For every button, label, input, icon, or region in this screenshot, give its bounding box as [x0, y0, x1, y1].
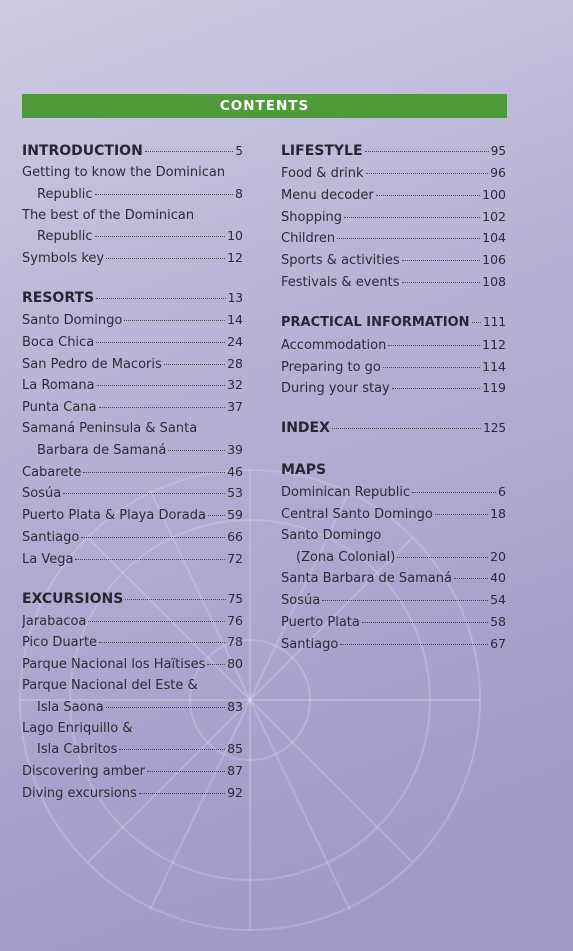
toc-entry-line[interactable]: Samaná Peninsula & Santa — [22, 420, 198, 436]
toc-heading-resorts[interactable] — [22, 287, 243, 309]
entry-label: Santo Domingo — [22, 312, 123, 328]
toc-entry-line[interactable]: Santo Domingo — [281, 527, 382, 543]
page-number: 46 — [227, 463, 243, 479]
toc-entry[interactable] — [22, 332, 243, 354]
leader-dots — [362, 622, 488, 623]
toc-heading-maps[interactable] — [281, 459, 506, 481]
toc-entry[interactable] — [22, 248, 243, 270]
page-number: 6 — [498, 484, 506, 500]
heading-label: INTRODUCTION — [22, 143, 143, 159]
leader-dots — [75, 559, 225, 560]
entry-label: Santa Barbara de Samaná — [281, 571, 452, 587]
page-number: 78 — [227, 634, 243, 650]
page-number: 104 — [482, 230, 506, 246]
heading-label: INDEX — [281, 420, 330, 437]
leader-dots — [125, 599, 225, 600]
toc-entry[interactable] — [22, 397, 243, 419]
toc-entry[interactable] — [22, 697, 243, 719]
toc-entry[interactable] — [281, 272, 506, 294]
toc-entry[interactable] — [281, 207, 506, 229]
page-number: 58 — [490, 613, 506, 629]
entry-label: Puerto Plata — [281, 614, 360, 630]
page-number: 12 — [227, 250, 243, 266]
toc-entry[interactable] — [22, 632, 243, 654]
entry-label: Symbols key — [22, 251, 105, 267]
toc-heading-index[interactable] — [281, 417, 506, 439]
page-number: 53 — [227, 485, 243, 501]
leader-dots — [95, 194, 233, 195]
page-number: 119 — [482, 380, 506, 396]
leader-dots — [99, 642, 225, 643]
toc-heading-practical-information[interactable] — [281, 311, 506, 334]
right-column — [281, 140, 506, 673]
leader-dots — [124, 320, 225, 321]
page-number: 92 — [227, 784, 243, 800]
page-number: 76 — [227, 612, 243, 628]
entry-label: Punta Cana — [22, 400, 97, 416]
entry-label: Boca Chica — [22, 334, 95, 350]
page-number: 28 — [227, 355, 243, 371]
toc-heading-excursions[interactable] — [22, 588, 243, 610]
leader-dots — [83, 472, 225, 473]
toc-entry[interactable] — [22, 527, 243, 549]
toc-entry[interactable] — [22, 761, 243, 783]
entry-label: Sports & activities — [281, 253, 400, 269]
heading-label: PRACTICAL INFORMATION — [281, 314, 470, 330]
leader-dots — [344, 217, 480, 218]
page-number: 75 — [227, 591, 243, 606]
section-maps — [281, 459, 506, 655]
toc-entry[interactable] — [281, 335, 506, 357]
entry-label: Central Santo Domingo — [281, 506, 433, 522]
toc-entry[interactable] — [281, 163, 506, 185]
leader-dots — [96, 342, 225, 343]
leader-dots — [145, 151, 234, 152]
page-number: 80 — [227, 656, 243, 672]
entry-label: During your stay — [281, 381, 390, 397]
page-number: 32 — [227, 377, 243, 393]
entry-label: Republic — [37, 186, 93, 202]
entry-label: Santiago — [22, 529, 80, 545]
toc-entry[interactable] — [281, 185, 506, 207]
page-number: 87 — [227, 763, 243, 779]
toc-entry[interactable] — [281, 634, 506, 656]
entry-label: Preparing to go — [281, 359, 381, 375]
page-number: 95 — [490, 144, 506, 158]
entry-label: Shopping — [281, 209, 343, 225]
page-number: 67 — [490, 635, 506, 651]
toc-entry[interactable] — [22, 483, 243, 505]
leader-dots — [99, 407, 226, 408]
entry-label: Cabarete — [22, 464, 82, 480]
toc-entry-line[interactable]: Getting to know the Dominican — [22, 165, 226, 180]
entry-label: Isla Cabritos — [37, 742, 118, 758]
leader-dots — [340, 644, 488, 645]
leader-dots — [207, 664, 225, 665]
toc-entry[interactable] — [22, 184, 243, 206]
leader-dots — [402, 282, 481, 283]
leader-dots — [88, 621, 225, 622]
entry-label: Jarabacoa — [22, 613, 87, 629]
entry-label: Festivals & events — [281, 274, 400, 290]
leader-dots — [106, 707, 225, 708]
toc-entry[interactable] — [22, 226, 243, 248]
page-number: 5 — [235, 144, 243, 158]
page-number: 106 — [482, 252, 506, 268]
page-number: 102 — [482, 208, 506, 224]
leader-dots — [388, 345, 480, 346]
toc-entry[interactable] — [22, 440, 243, 462]
entry-label: Discovering amber — [22, 764, 145, 780]
toc-entry-line[interactable]: The best of the Dominican — [22, 207, 195, 223]
page-number: 83 — [227, 698, 243, 714]
page-number: 8 — [235, 185, 243, 201]
leader-dots — [337, 238, 480, 239]
toc-entry[interactable] — [281, 547, 506, 569]
toc-entry[interactable] — [281, 250, 506, 272]
entry-label: Sosúa — [22, 486, 62, 502]
leader-dots — [139, 793, 225, 794]
leader-dots — [366, 173, 489, 174]
entry-label: (Zona Colonial) — [296, 549, 396, 565]
page-number: 18 — [490, 505, 506, 521]
entry-label: Barbara de Samaná — [37, 442, 167, 458]
page-number: 100 — [482, 186, 506, 202]
entry-label: Parque Nacional los Haïtises — [22, 657, 206, 673]
entry-label: Pico Duarte — [22, 635, 98, 651]
leader-dots — [332, 428, 481, 429]
page-number: 59 — [227, 507, 243, 523]
toc-entry[interactable] — [22, 462, 243, 484]
toc-entry[interactable] — [22, 375, 243, 397]
page-number: 54 — [490, 592, 506, 608]
page-number: 96 — [490, 165, 506, 180]
toc-heading-lifestyle[interactable] — [281, 140, 506, 162]
entry-label: Dominican Republic — [281, 485, 411, 501]
entry-label: Santiago — [281, 636, 339, 652]
toc-entry[interactable] — [22, 611, 243, 633]
leader-dots — [383, 367, 480, 368]
leader-dots — [435, 514, 488, 515]
leader-dots — [412, 492, 496, 493]
leader-dots — [96, 298, 226, 299]
page-number: 125 — [483, 421, 506, 436]
contents-banner: CONTENTS — [22, 94, 507, 118]
heading-label: RESORTS — [22, 289, 95, 306]
leader-dots — [63, 493, 225, 494]
toc-entry[interactable] — [22, 783, 243, 805]
page-number: 24 — [227, 333, 243, 349]
page-number: 14 — [227, 311, 243, 327]
page-number: 72 — [227, 550, 243, 566]
page-number: 114 — [482, 358, 506, 374]
toc-entry[interactable] — [281, 482, 506, 504]
section-introduction — [22, 140, 243, 270]
entry-label: Menu decoder — [281, 187, 374, 203]
page-number: 66 — [227, 528, 243, 544]
leader-dots — [376, 195, 480, 196]
toc-entry-line[interactable]: Lago Enriquillo & — [22, 720, 133, 736]
toc-entry[interactable] — [22, 654, 243, 676]
toc-heading-introduction[interactable] — [22, 140, 243, 162]
page-number: 40 — [490, 570, 506, 586]
section-lifestyle — [281, 140, 506, 294]
entry-label: Children — [281, 231, 336, 247]
page-number: 20 — [490, 548, 506, 564]
leader-dots — [472, 322, 482, 323]
toc-entry[interactable] — [22, 354, 243, 376]
toc-entry[interactable] — [281, 357, 506, 379]
toc-entry[interactable] — [22, 549, 243, 571]
page-number: 85 — [227, 741, 243, 757]
leader-dots — [97, 385, 226, 386]
page-number: 37 — [227, 399, 243, 415]
section-resorts — [22, 287, 243, 571]
toc-entry[interactable] — [22, 739, 243, 761]
leader-dots — [322, 600, 488, 601]
entry-label: Food & drink — [281, 166, 364, 181]
entry-label: Sosúa — [281, 593, 321, 609]
page-number: 108 — [482, 273, 506, 289]
toc-entry[interactable] — [281, 378, 506, 400]
section-excursions — [22, 588, 243, 805]
toc-entry[interactable] — [281, 504, 506, 526]
toc-entry[interactable] — [281, 568, 506, 590]
entry-label: La Romana — [22, 378, 95, 394]
entry-label: Puerto Plata & Playa Dorada — [22, 508, 206, 524]
section-index — [281, 417, 506, 439]
entry-label: Diving excursions — [22, 785, 137, 801]
entry-label: San Pedro de Macoris — [22, 356, 162, 372]
section-practical-information — [281, 311, 506, 400]
page-number: 112 — [482, 336, 506, 352]
toc-entry[interactable] — [22, 505, 243, 527]
leader-dots — [147, 771, 225, 772]
toc-entry-line[interactable]: Parque Nacional del Este & — [22, 677, 198, 693]
leader-dots — [402, 260, 480, 261]
leader-dots — [81, 537, 225, 538]
entry-label: Accommodation — [281, 337, 387, 353]
heading-label: LIFESTYLE — [281, 143, 363, 159]
entry-label: Republic — [37, 229, 93, 245]
heading-label: EXCURSIONS — [22, 590, 124, 607]
leader-dots — [208, 515, 225, 516]
entry-label: Isla Saona — [37, 699, 104, 715]
leader-dots — [454, 578, 488, 579]
toc-entry[interactable] — [281, 590, 506, 612]
heading-label: MAPS — [281, 462, 327, 479]
toc-entry[interactable] — [281, 612, 506, 634]
toc-entry[interactable] — [22, 310, 243, 332]
entry-label: La Vega — [22, 551, 74, 567]
leader-dots — [106, 258, 225, 259]
leader-dots — [392, 388, 480, 389]
leader-dots — [119, 749, 225, 750]
left-column — [22, 140, 243, 822]
leader-dots — [164, 364, 225, 365]
leader-dots — [365, 151, 489, 152]
leader-dots — [168, 450, 225, 451]
leader-dots — [397, 557, 488, 558]
page-number: 10 — [227, 228, 243, 244]
page-number: 111 — [483, 314, 506, 329]
leader-dots — [95, 236, 226, 237]
toc-entry[interactable] — [281, 228, 506, 250]
page-number: 39 — [227, 441, 243, 457]
page-number: 13 — [227, 290, 243, 305]
